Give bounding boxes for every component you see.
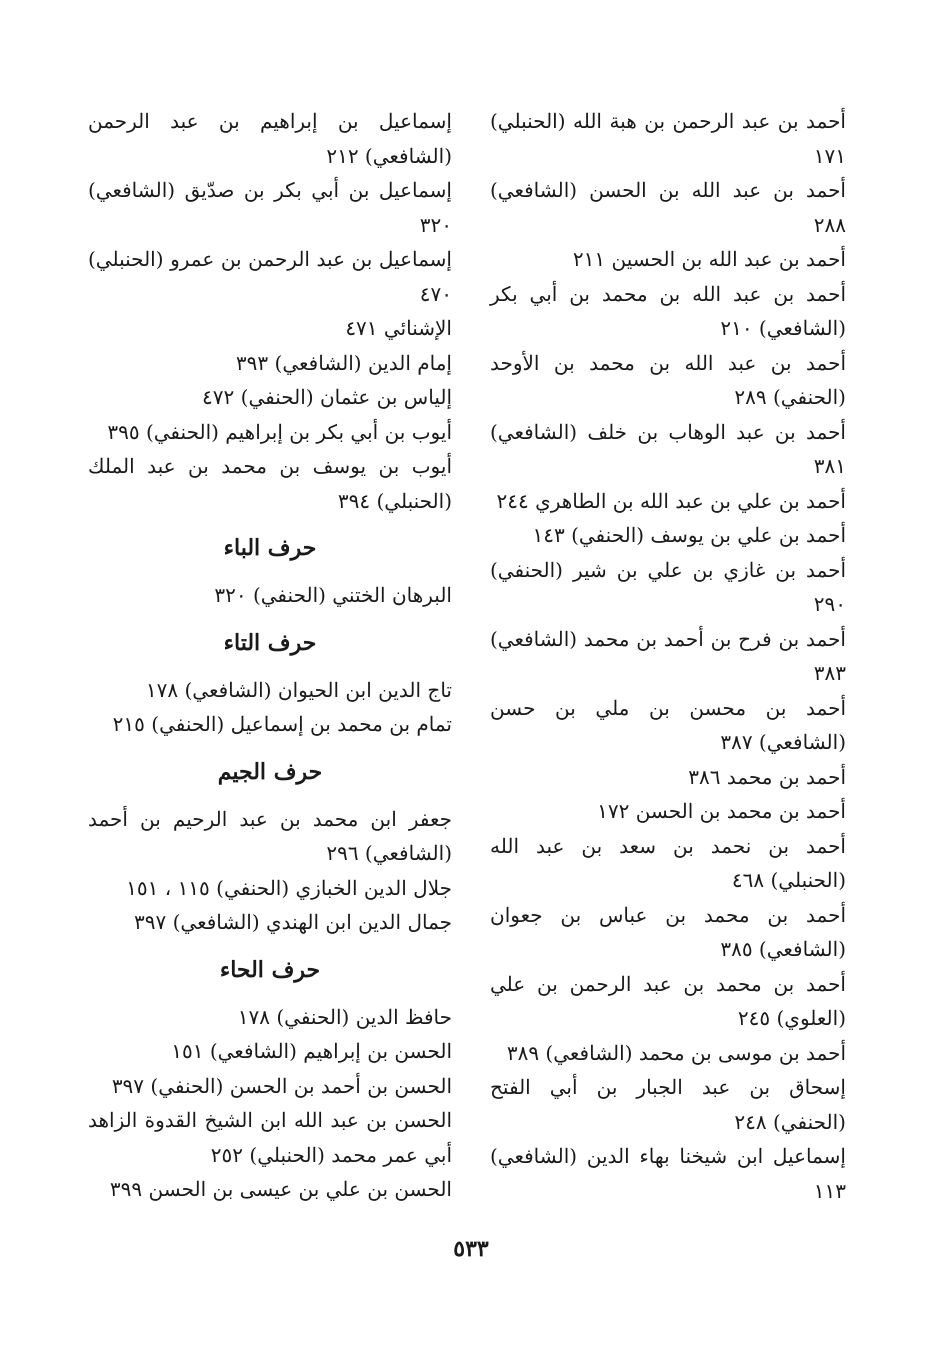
entry-name: إسماعيل ابن شيخنا بهاء الدين (الشافعي) [490, 1144, 846, 1168]
index-entry [88, 871, 452, 906]
entry-page-ref: ٣٨٥ [720, 937, 753, 961]
entry-name: أحمد بن علي بن يوسف (الحنفي) [571, 523, 846, 547]
index-entry [88, 905, 452, 940]
index-entry [88, 346, 452, 381]
index-entry [490, 415, 846, 484]
entry-name: الحسن بن عبد الله ابن الشيخ القدوة الزاهد أبي عمر محمد (الحنبلي) [88, 1108, 452, 1167]
entry-name: أحمد بن محمد بن عباس بن جعوان (الشافعي) [490, 902, 846, 961]
index-entry [490, 898, 846, 967]
section-heading: حرف الحاء [219, 956, 321, 983]
index-entry [490, 104, 846, 173]
entry-name: إسحاق بن عبد الجبار بن أبي الفتح (الحنفي) [490, 1075, 846, 1134]
entry-page-ref: ١٧٢ [597, 799, 630, 823]
entry-name: حافظ الدين (الحنفي) [276, 1004, 452, 1029]
right-column [490, 104, 846, 1208]
entry-name: أيوب بن يوسف بن محمد بن عبد الملك (الحنبلي) [88, 454, 452, 513]
index-entry [88, 1000, 452, 1035]
entry-page-ref: ٢٨٩ [734, 385, 767, 409]
entry-name: تمام بن محمد بن إسماعيل (الحنفي) [151, 712, 452, 736]
entry-name: أحمد بن عبد الله بن الحسين [611, 247, 846, 271]
index-entry [490, 1036, 846, 1071]
entry-name: جلال الدين الخبازي (الحنفي) [216, 875, 452, 900]
entry-name: إسماعيل بن إبراهيم بن عبد الرحمن (الشافعي) [88, 109, 452, 168]
entry-page-ref: ٢١٢ [326, 143, 359, 168]
entry-name: أحمد بن فرح بن أحمد بن محمد (الشافعي) [490, 626, 846, 651]
section-heading: حرف التاء [223, 629, 317, 656]
entry-page-ref: ٣٩٧ [134, 910, 167, 934]
index-entry [88, 242, 452, 311]
entry-page-ref: ٣٢٠ [214, 583, 247, 607]
entry-name: أحمد بن عبد الله بن محمد بن أبي بكر (الشافعي) [490, 281, 846, 340]
index-entry [88, 1069, 452, 1104]
entry-name: الإشنائي [383, 316, 452, 340]
index-entry [88, 707, 452, 742]
entry-page-ref: ٣٩٣ [235, 350, 269, 375]
entry-page-ref: ٤٧٠ [419, 281, 452, 306]
entry-page-ref: ٢٤٥ [737, 1006, 771, 1030]
index-entry [88, 578, 452, 613]
index-entry [490, 484, 846, 519]
index-entry [490, 553, 846, 622]
index-entry [490, 1139, 846, 1208]
entry-name: أيوب بن أبي بكر بن إبراهيم (الحنفي) [145, 419, 452, 444]
entry-name: الحسن بن أحمد بن الحسن (الحنفي) [150, 1073, 452, 1098]
index-entry [88, 1103, 452, 1172]
entry-name: إسماعيل بن عبد الرحمن بن عمرو (الحنبلي) [88, 247, 452, 271]
entry-page-ref: ٢٤٨ [734, 1109, 767, 1134]
index-entry [490, 691, 846, 760]
entry-page-ref: ٣٨١ [813, 454, 846, 478]
entry-name: أحمد بن عبد الله بن محمد بن الأوحد (الحنفي) [490, 350, 846, 409]
index-entry [490, 1070, 846, 1139]
entry-page-ref: ٢٩٠ [813, 592, 846, 616]
entry-page-ref: ٣٢٠ [419, 212, 452, 237]
entry-page-ref: ٣٨٦ [688, 764, 721, 789]
index-entry [88, 173, 452, 242]
entry-page-ref: ٣٨٣ [813, 661, 846, 685]
index-entry [88, 380, 452, 415]
entry-page-ref: ٢١١ [572, 247, 606, 271]
entry-page-ref: ١٧٨ [145, 677, 179, 702]
entry-name: أحمد بن عبد الوهاب بن خلف (الشافعي) [490, 419, 846, 444]
index-entry [88, 1172, 452, 1207]
index-entry [88, 449, 452, 518]
entry-name: أحمد بن عبد الرحمن بن هبة الله (الحنبلي) [490, 109, 846, 133]
index-entry [88, 802, 452, 871]
entry-name: إسماعيل بن أبي بكر بن صدّيق (الشافعي) [88, 178, 452, 202]
index-entry [490, 242, 846, 277]
entry-page-ref: ٣٩٧ [111, 1073, 145, 1098]
entry-page-ref: ٢١٠ [720, 316, 753, 340]
index-entry [490, 760, 846, 795]
entry-page-ref: ١٧١ [813, 143, 846, 168]
section-heading: حرف الجيم [217, 758, 323, 785]
entry-page-ref: ٣٩٤ [337, 488, 371, 513]
section-heading: حرف الباء [223, 535, 317, 561]
page-number: ٥٣٣ [453, 1236, 489, 1262]
left-column [88, 104, 452, 1207]
entry-name: أحمد بن محمد بن عبد الرحمن بن علي (العلوي) [490, 971, 846, 1030]
entry-name: جمال الدين ابن الهندي (الشافعي) [172, 910, 452, 934]
entry-page-ref: ٣٩٥ [107, 419, 140, 444]
entry-page-ref: ٢١٥ [112, 712, 145, 736]
entry-name: إلياس بن عثمان (الحنفي) [240, 385, 452, 409]
entry-page-ref: ١٤٣ [532, 523, 565, 547]
entry-page-ref: ٣٨٧ [720, 730, 753, 754]
entry-name: أحمد بن عبد الله بن الحسن (الشافعي) [490, 178, 846, 202]
entry-page-ref: ٢٩٦ [326, 841, 359, 865]
index-entry [88, 673, 452, 708]
index-entry [490, 622, 846, 691]
entry-page-ref: ١٧٨ [237, 1004, 270, 1029]
entry-name: أحمد بن نحمد بن سعد بن عبد الله (الحنبلي) [490, 833, 846, 892]
index-entry [490, 173, 846, 242]
index-entry [490, 346, 846, 415]
entry-name: أحمد بن موسى بن محمد (الشافعي) [545, 1040, 846, 1065]
index-entry [88, 311, 452, 346]
entry-name: أحمد بن غازي بن علي بن شير (الحنفي) [490, 557, 846, 582]
index-entry [490, 829, 846, 898]
entry-page-ref: ٢٨٨ [813, 212, 846, 237]
index-entry [88, 104, 452, 173]
entry-name: جعفر ابن محمد بن عبد الرحيم بن أحمد (الشافعي) [88, 806, 452, 865]
entry-name: أحمد بن محمد بن الحسن [635, 799, 846, 823]
entry-page-ref: ٤٧٢ [202, 385, 235, 409]
entry-name: أحمد بن محمد [726, 764, 846, 789]
entry-name: أحمد بن محسن بن ملي بن حسن (الشافعي) [490, 695, 846, 754]
entry-page-ref: ١٥١ [171, 1039, 204, 1063]
entry-name: البرهان الختني (الحنفي) [252, 583, 452, 607]
entry-page-ref: ٣٨٩ [506, 1040, 540, 1065]
entry-page-ref: ١١٣ [813, 1178, 846, 1203]
entry-name: تاج الدين ابن الحيوان (الشافعي) [184, 677, 452, 702]
entry-page-ref: ٤٧١ [345, 316, 378, 340]
entry-name: إمام الدين (الشافعي) [274, 350, 452, 375]
entry-page-ref: ٣٩٩ [109, 1177, 143, 1201]
entry-name: أحمد بن علي بن عبد الله بن الطاهري [535, 488, 846, 513]
entry-page-ref: ١١٥ ، ١٥١ [126, 875, 210, 900]
entry-page-ref: ٢٤٤ [496, 488, 529, 513]
entry-name: الحسن بن علي بن عيسى بن الحسن [148, 1177, 452, 1201]
index-entry [88, 415, 452, 450]
index-entry [490, 518, 846, 553]
entry-page-ref: ٢٥٢ [210, 1142, 244, 1167]
entry-name: الحسن بن إبراهيم (الشافعي) [209, 1039, 452, 1063]
index-entry [490, 277, 846, 346]
index-entry [490, 794, 846, 829]
index-entry [88, 1034, 452, 1069]
index-entry [490, 967, 846, 1036]
entry-page-ref: ٤٦٨ [731, 868, 765, 892]
